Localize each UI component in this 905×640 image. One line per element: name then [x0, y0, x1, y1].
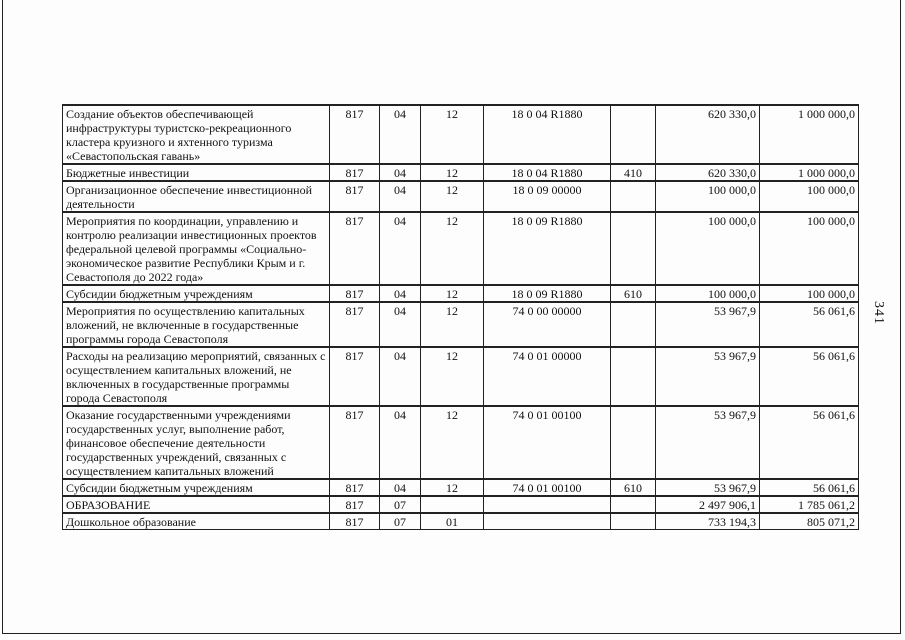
table-row [63, 347, 859, 406]
ministry-code-cell: 817 [330, 496, 380, 513]
subsection-code-cell: 12 [421, 105, 484, 164]
ministry-code-cell: 817 [330, 181, 380, 212]
year2-amount-cell: 805 071,2 [760, 513, 859, 530]
ministry-code-cell: 817 [330, 212, 380, 285]
year2-amount-cell: 56 061,6 [760, 347, 859, 406]
subsection-code-cell: 12 [421, 285, 484, 302]
row-name-cell: Оказание государственными учреждениями государственных услуг, выполнение работ, финансовое обеспечение деятельности государственных учреждений, связанных с осуществлением капитальных вложений [63, 406, 330, 479]
section-code-cell: 04 [380, 285, 421, 302]
table-row [63, 181, 859, 212]
year2-amount-cell: 56 061,6 [760, 302, 859, 347]
year1-amount-cell: 100 000,0 [656, 285, 760, 302]
section-code-cell: 04 [380, 181, 421, 212]
expense-type-cell [611, 302, 656, 347]
year2-amount-cell: 1 000 000,0 [760, 105, 859, 164]
ministry-code-cell: 817 [330, 479, 380, 496]
table-row [63, 164, 859, 181]
row-name-cell: Мероприятия по координации, управлению и контролю реализации инвестиционных проектов федеральной целевой программы «Социально-экономическое развитие Республики Крым и г. Севастополя до 2022 года» [63, 212, 330, 285]
subsection-code-cell: 12 [421, 479, 484, 496]
budget-table [62, 104, 859, 530]
expense-type-cell [611, 513, 656, 530]
ministry-code-cell: 817 [330, 302, 380, 347]
target-article-cell: 18 0 04 R1880 [484, 164, 611, 181]
subsection-code-cell: 12 [421, 406, 484, 479]
section-code-cell: 07 [380, 496, 421, 513]
year1-amount-cell: 2 497 906,1 [656, 496, 760, 513]
ministry-code-cell: 817 [330, 105, 380, 164]
row-name-cell: Дошкольное образование [63, 513, 330, 530]
expense-type-cell: 410 [611, 164, 656, 181]
subsection-code-cell: 12 [421, 302, 484, 347]
target-article-cell: 74 0 01 00100 [484, 479, 611, 496]
target-article-cell: 74 0 01 00100 [484, 406, 611, 479]
section-code-cell: 04 [380, 212, 421, 285]
row-name-cell: Бюджетные инвестиции [63, 164, 330, 181]
year1-amount-cell: 53 967,9 [656, 347, 760, 406]
year1-amount-cell: 53 967,9 [656, 479, 760, 496]
year1-amount-cell: 733 194,3 [656, 513, 760, 530]
year1-amount-cell: 620 330,0 [656, 105, 760, 164]
subsection-code-cell: 12 [421, 164, 484, 181]
row-name-cell: ОБРАЗОВАНИЕ [63, 496, 330, 513]
table-row [63, 285, 859, 302]
expense-type-cell [611, 406, 656, 479]
ministry-code-cell: 817 [330, 164, 380, 181]
row-name-cell: Расходы на реализацию мероприятий, связанных с осуществлением капитальных вложений, не включенных в государственные программы города Севастополя [63, 347, 330, 406]
section-code-cell: 04 [380, 347, 421, 406]
year2-amount-cell: 1 000 000,0 [760, 164, 859, 181]
year2-amount-cell: 100 000,0 [760, 212, 859, 285]
target-article-cell [484, 496, 611, 513]
expense-type-cell: 610 [611, 285, 656, 302]
expense-type-cell [611, 181, 656, 212]
page-number: 341 [871, 301, 886, 325]
expense-type-cell: 610 [611, 479, 656, 496]
section-code-cell: 04 [380, 479, 421, 496]
subsection-code-cell: 01 [421, 513, 484, 530]
row-name-cell: Субсидии бюджетным учреждениям [63, 479, 330, 496]
year2-amount-cell: 100 000,0 [760, 181, 859, 212]
subsection-code-cell: 12 [421, 347, 484, 406]
ministry-code-cell: 817 [330, 406, 380, 479]
expense-type-cell [611, 212, 656, 285]
section-code-cell: 04 [380, 164, 421, 181]
row-name-cell: Создание объектов обеспечивающей инфраструктуры туристско-рекреационного кластера круизного и яхтенного туризма «Севастопольская гавань» [63, 105, 330, 164]
section-code-cell: 04 [380, 302, 421, 347]
row-name-cell: Мероприятия по осуществлению капитальных вложений, не включенные в государственные программы города Севастополя [63, 302, 330, 347]
year2-amount-cell: 56 061,6 [760, 479, 859, 496]
year2-amount-cell: 56 061,6 [760, 406, 859, 479]
target-article-cell: 18 0 09 R1880 [484, 212, 611, 285]
subsection-code-cell [421, 496, 484, 513]
table-row [63, 496, 859, 513]
target-article-cell: 18 0 09 R1880 [484, 285, 611, 302]
subsection-code-cell: 12 [421, 212, 484, 285]
target-article-cell: 74 0 01 00000 [484, 347, 611, 406]
table-row [63, 105, 859, 164]
year1-amount-cell: 620 330,0 [656, 164, 760, 181]
table-row [63, 212, 859, 285]
table-row [63, 302, 859, 347]
target-article-cell [484, 513, 611, 530]
table-row [63, 479, 859, 496]
table-row [63, 513, 859, 530]
expense-type-cell [611, 105, 656, 164]
ministry-code-cell: 817 [330, 347, 380, 406]
year1-amount-cell: 100 000,0 [656, 212, 760, 285]
expense-type-cell [611, 496, 656, 513]
section-code-cell: 07 [380, 513, 421, 530]
section-code-cell: 04 [380, 406, 421, 479]
row-name-cell: Организационное обеспечение инвестиционной деятельности [63, 181, 330, 212]
ministry-code-cell: 817 [330, 513, 380, 530]
section-code-cell: 04 [380, 105, 421, 164]
year2-amount-cell: 1 785 061,2 [760, 496, 859, 513]
year1-amount-cell: 53 967,9 [656, 302, 760, 347]
year1-amount-cell: 53 967,9 [656, 406, 760, 479]
expense-type-cell [611, 347, 656, 406]
target-article-cell: 18 0 04 R1880 [484, 105, 611, 164]
year2-amount-cell: 100 000,0 [760, 285, 859, 302]
target-article-cell: 74 0 00 00000 [484, 302, 611, 347]
target-article-cell: 18 0 09 00000 [484, 181, 611, 212]
year1-amount-cell: 100 000,0 [656, 181, 760, 212]
ministry-code-cell: 817 [330, 285, 380, 302]
subsection-code-cell: 12 [421, 181, 484, 212]
table-row [63, 406, 859, 479]
row-name-cell: Субсидии бюджетным учреждениям [63, 285, 330, 302]
